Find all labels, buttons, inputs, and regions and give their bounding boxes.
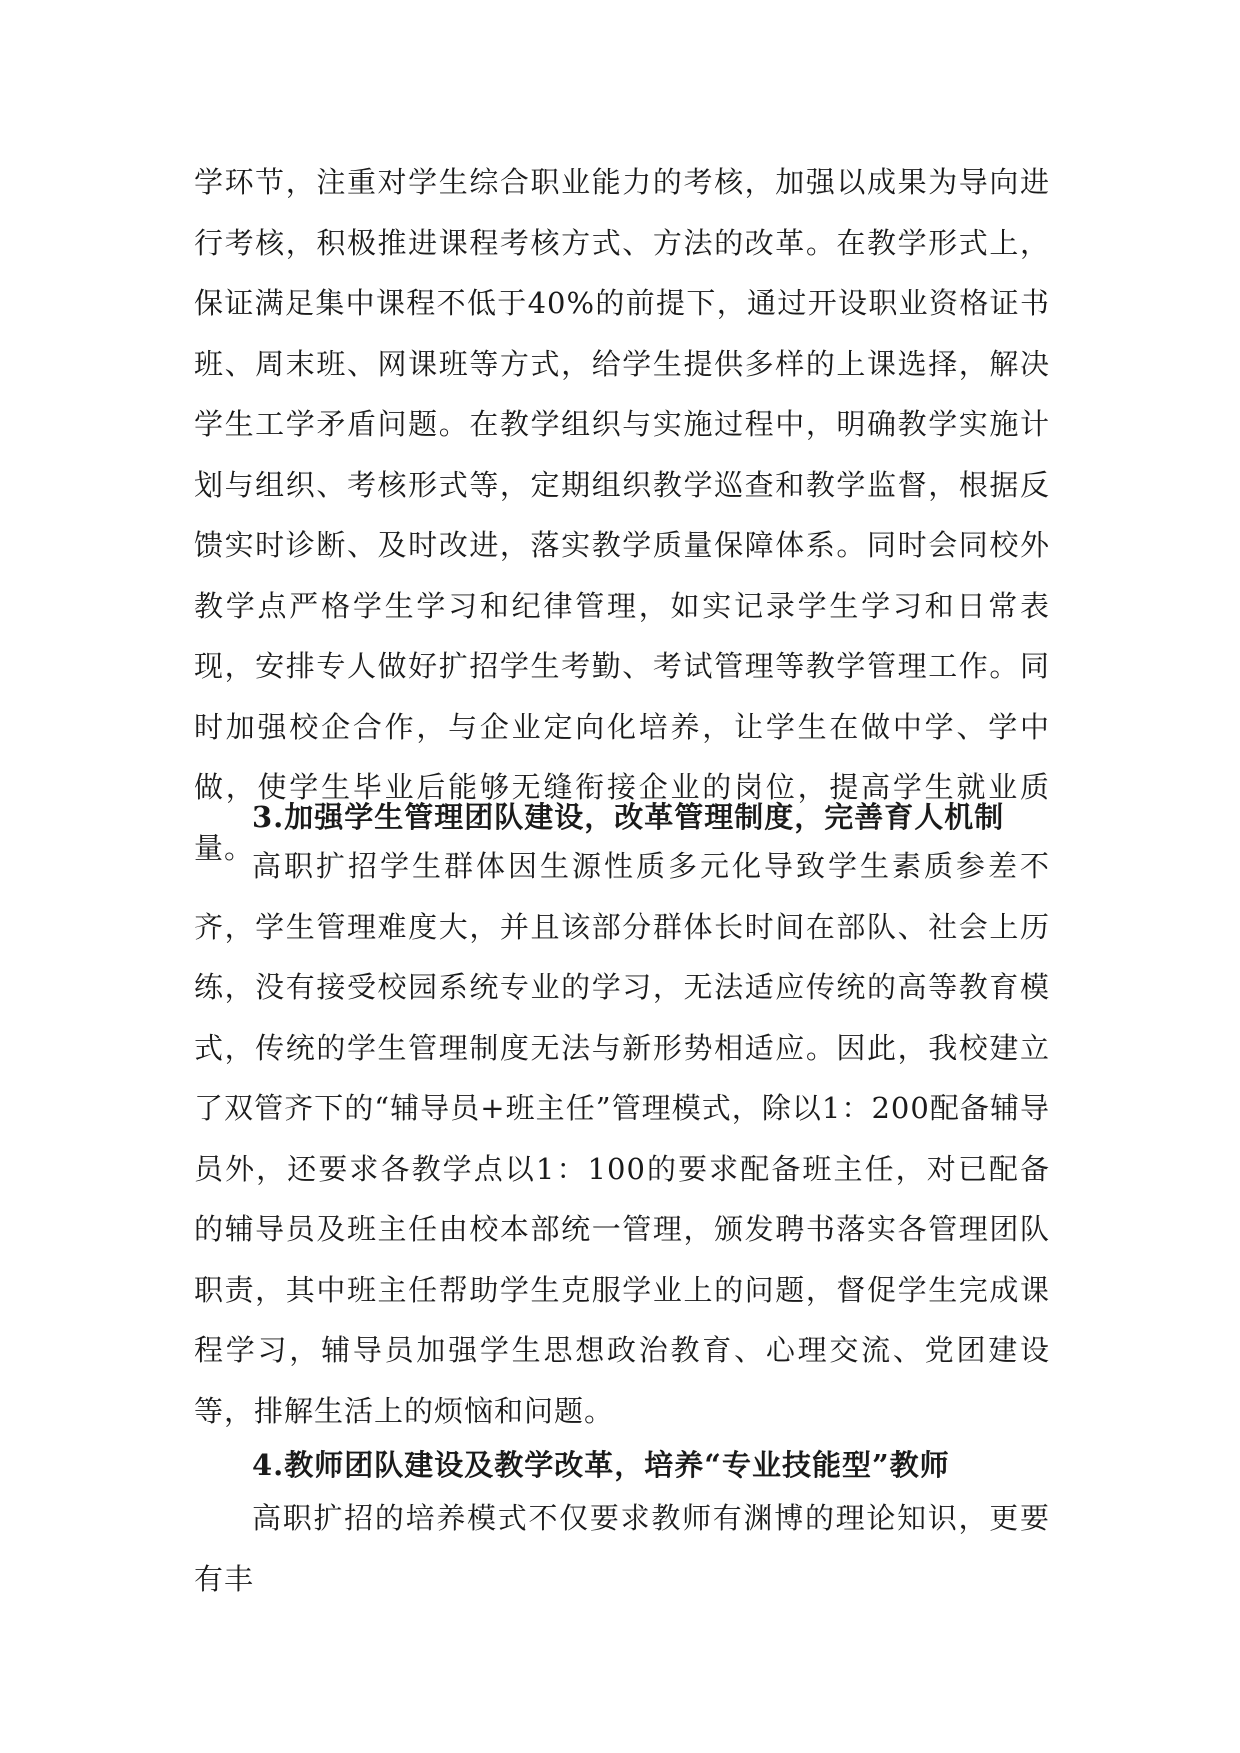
paragraph-text: 高职扩招学生群体因生源性质多元化导致学生素质参差不齐，学生管理难度大，并且该部分群体长时间在部队、社会上历练，没有接受校园系统专业的学习，无法适应传统的高等教育模式，传统的学生管理制度无法与新形势相适应。因此，我校建立了双管齐下的“辅导员+班主任”管理模式，除以1：200配备辅导员外，还要求各教学点以1：100的要求配备班主任，对已配备的辅导员及班主任由校本部统一管理，颁发聘书落实各管理团队职责，其中班主任帮助学生克服学业上的问题，督促学生完成课程学习，辅导员加强学生思想政治教育、心理交流、党团建设等，排解生活上的烦恼和问题。 [194, 849, 1050, 1428]
paragraph-text: 学环节，注重对学生综合职业能力的考核，加强以成果为导向进行考核，积极推进课程考核方式、方法的改革。在教学形式上，保证满足集中课程不低于40%的前提下，通过开设职业资格证书班、周末班、网课班等方式，给学生提供多样的上课选择，解决学生工学矛盾问题。在教学组织与实施过程中，明确教学实施计划与组织、考核形式等，定期组织教学巡查和教学监督，根据反馈实时诊断、及时改进，落实教学质量保障体系。同时会同校外教学点严格学生学习和纪律管理，如实记录学生学习和日常表现，安排专人做好扩招学生考勤、考试管理等教学管理工作。同时加强校企合作，与企业定向化培养，让学生在做中学、学中做，使学生毕业后能够无缝衔接企业的岗位，提高学生就业质量。 [194, 165, 1050, 865]
section-heading: 4.教师团队建设及教学改革，培养“专业技能型”教师 [252, 1448, 950, 1482]
body-paragraph [194, 1488, 1050, 1609]
body-paragraph [194, 836, 1050, 1441]
paragraph-text: 高职扩招的培养模式不仅要求教师有渊博的理论知识，更要有丰 [194, 1501, 1050, 1596]
section-heading: 3.加强学生管理团队建设，改革管理制度，完善育人机制 [252, 800, 1005, 834]
body-paragraph [194, 152, 1050, 878]
